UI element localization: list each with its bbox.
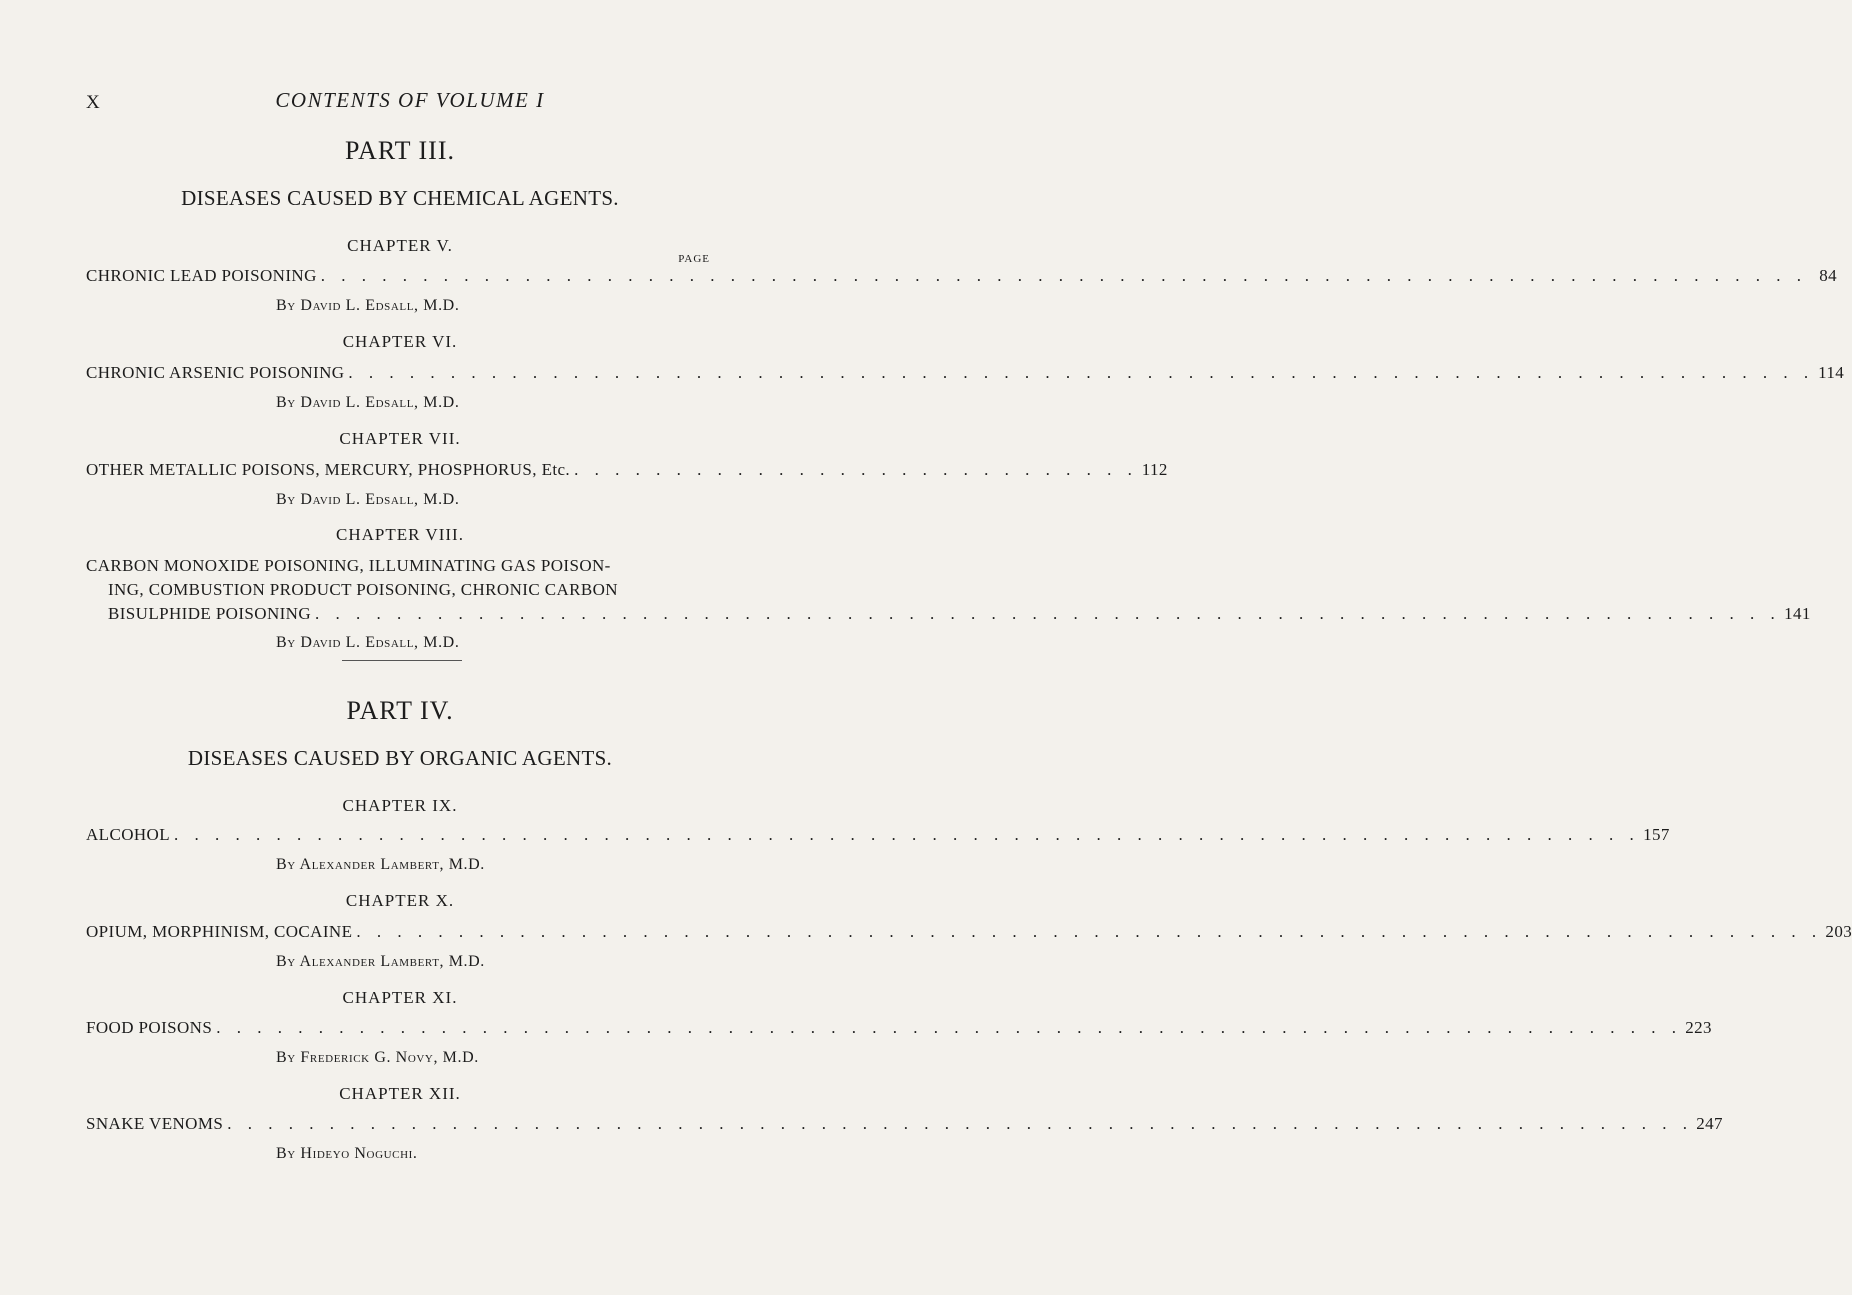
page-number: X (86, 92, 100, 113)
entry-page: 203 (1825, 922, 1852, 941)
leader-dots: . . . . . . . . . . . . . . . . . . . . . . . . . . . . . . . . . . . . . . . . . . . . . . . . . . . . . . . . . . . . . . . . . . . . . . . . (227, 1114, 1693, 1133)
leader-dots: . . . . . . . . . . . . . . . . . . . . . . . . . . . . . . . . . . . . . . . . . . . . . . . . . . . . . . . . . . . . . . . . . . . . . . . . . (320, 266, 1807, 285)
chapter-heading: CHAPTER V. (347, 236, 453, 255)
section-divider (342, 660, 462, 661)
chapter-heading: CHAPTER VII. (339, 429, 461, 448)
entry-title: BISULPHIDE POISONING (108, 604, 312, 623)
entry-author: By Frederick G. Novy, M.D. (276, 1049, 479, 1066)
toc-entry[interactable] (86, 922, 1852, 942)
part-title: PART III. (344, 136, 456, 165)
part-subtitle: DISEASES CAUSED BY CHEMICAL AGENTS. (181, 186, 619, 210)
entry-author: By Alexander Lambert, M.D. (276, 953, 485, 970)
page-column-label: PAGE (678, 253, 710, 265)
entry-title: OPIUM, MORPHINISM, COCAINE (86, 922, 353, 941)
toc-entry[interactable] (86, 1018, 1712, 1038)
entry-page: 141 (1784, 604, 1811, 623)
chapter-heading: CHAPTER VI. (342, 332, 458, 351)
entry-title: SNAKE VENOMS (86, 1114, 224, 1133)
entry-page: 112 (1141, 460, 1168, 479)
entry-title: CHRONIC ARSENIC POISONING (86, 363, 345, 382)
toc-entry[interactable] (86, 825, 1670, 845)
chapter-heading: CHAPTER VIII. (336, 525, 464, 544)
toc-entry[interactable] (86, 460, 1168, 480)
toc-entry[interactable] (86, 1114, 1723, 1134)
toc-entry[interactable] (108, 604, 1811, 624)
toc-entry[interactable] (86, 266, 1837, 286)
entry-title: OTHER METALLIC POISONS, MERCURY, PHOSPHORUS, Etc. (86, 460, 571, 479)
leader-dots: . . . . . . . . . . . . . . . . . . . . . . . . . . . . (574, 460, 1138, 479)
entry-title: FOOD POISONS (86, 1018, 213, 1037)
entry-page: 84 (1819, 266, 1837, 285)
leader-dots: . . . . . . . . . . . . . . . . . . . . . . . . . . . . . . . . . . . . . . . . . . . . . . . . . . . . . . . . . . . . . . . . . . . . . . . . (356, 922, 1823, 941)
entry-author: By Alexander Lambert, M.D. (276, 856, 485, 873)
part-subtitle: DISEASES CAUSED BY ORGANIC AGENTS. (187, 746, 613, 770)
entry-author: By David L. Edsall, M.D. (276, 491, 460, 508)
entry-title-line: CARBON MONOXIDE POISONING, ILLUMINATING GAS POISON- (86, 556, 611, 575)
entry-author: By Hideyo Noguchi. (276, 1145, 418, 1162)
chapter-heading: CHAPTER XII. (339, 1084, 461, 1103)
entry-author: By David L. Edsall, M.D. (276, 634, 460, 651)
entry-page: 114 (1818, 363, 1845, 382)
entry-title: CHRONIC LEAD POISONING (86, 266, 317, 285)
entry-page: 157 (1643, 825, 1670, 844)
entry-author: By David L. Edsall, M.D. (276, 394, 460, 411)
entry-page: 247 (1696, 1114, 1723, 1133)
entry-author: By David L. Edsall, M.D. (276, 297, 460, 314)
entry-title: ALCOHOL (86, 825, 171, 844)
chapter-heading: CHAPTER XI. (342, 988, 458, 1007)
entry-page: 223 (1685, 1018, 1712, 1037)
leader-dots: . . . . . . . . . . . . . . . . . . . . . . . . . . . . . . . . . . . . . . . . . . . . . . . . . . . . . . . . . . . . . . . . . . . . . . . . (315, 604, 1781, 623)
leader-dots: . . . . . . . . . . . . . . . . . . . . . . . . . . . . . . . . . . . . . . . . . . . . . . . . . . . . . . . . . . . . . . . . . . . . . . . . (216, 1018, 1682, 1037)
running-title: CONTENTS OF VOLUME I (275, 88, 545, 112)
toc-entry[interactable] (86, 363, 1845, 383)
leader-dots: . . . . . . . . . . . . . . . . . . . . . . . . . . . . . . . . . . . . . . . . . . . . . . . . . . . . . . . . . . . . . . . . . . . . . . . . (348, 363, 1815, 382)
chapter-heading: CHAPTER X. (345, 891, 455, 910)
part-title: PART IV. (346, 696, 454, 725)
leader-dots: . . . . . . . . . . . . . . . . . . . . . . . . . . . . . . . . . . . . . . . . . . . . . . . . . . . . . . . . . . . . . . . . . . . . . . . . (174, 825, 1640, 844)
entry-title-line: ING, COMBUSTION PRODUCT POISONING, CHRONIC CARBON (108, 580, 618, 599)
chapter-heading: CHAPTER IX. (342, 796, 458, 815)
